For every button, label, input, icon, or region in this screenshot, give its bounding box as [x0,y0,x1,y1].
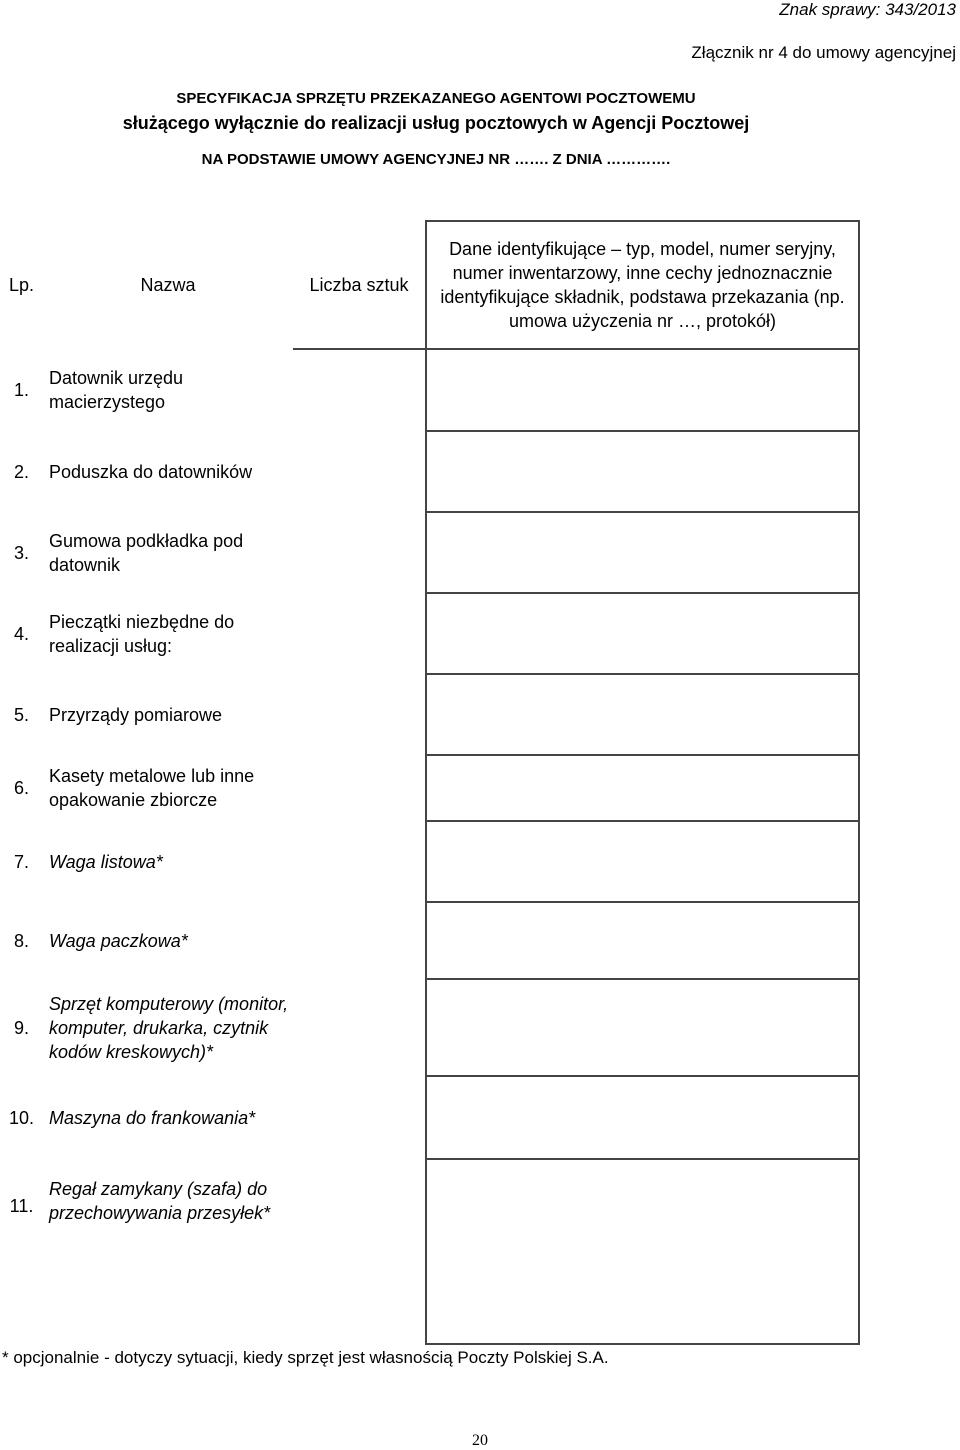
table-row [0,1076,859,1159]
row-name: Regał zamykany (szafa) do przechowywania przesyłek* [49,1179,271,1223]
row-lp: 8. [13,930,29,951]
row-qty [293,979,426,1076]
row-name: Kasety metalowe lub inne opakowanie zbiorcze [49,766,255,810]
row-name: Gumowa podkładka pod datownik [49,530,244,575]
row-name: Datownik urzędu macierzystego [49,368,184,412]
row-qty [293,1159,426,1344]
row-qty [293,1076,426,1159]
page-number: 20 [472,1432,488,1449]
row-qty [293,512,426,593]
row-name: Poduszka do datowników [49,461,253,482]
row-name: Pieczątki niezbędne do realizacji usług: [49,611,235,656]
row-data [426,755,859,821]
row-qty [293,349,426,431]
footnote: * opcjonalnie - dotyczy sytuacji, kiedy sprzęt jest własnością Poczty Polskiej S.A. [2,1348,609,1367]
row-lp: 9. [13,1017,29,1038]
row-lp: 11. [9,1196,34,1216]
table-row [0,979,859,1076]
case-number: Znak sprawy: 343/2013 [779,0,956,19]
header-qty: Liczba sztuk [293,221,426,349]
table-row [0,755,859,821]
table-row [0,1159,859,1344]
row-data [426,1076,859,1159]
row-lp: 3. [13,542,29,563]
row-qty [293,593,426,674]
row-name: Przyrządy pomiarowe [49,704,223,725]
table-row [0,674,859,755]
row-lp: 4. [13,623,29,644]
row-qty [293,431,426,512]
table-row [0,821,859,902]
row-data [426,902,859,979]
row-lp: 1. [13,380,29,400]
document-title-line1: SPECYFIKACJA SPRZĘTU PRZEKAZANEGO AGENTOWI POCZTOWEMU [176,90,696,107]
row-qty [293,821,426,902]
row-name: Maszyna do frankowania* [49,1107,256,1128]
equipment-spec-table [0,220,860,1345]
row-data [426,821,859,902]
header-name: Nazwa [140,275,196,295]
document-title-line3: NA PODSTAWIE UMOWY AGENCYJNEJ NR ……. Z DNIA …………. [201,151,671,168]
row-qty [293,755,426,821]
row-lp: 10. [8,1107,35,1128]
table-header-row [0,221,859,349]
row-data [426,593,859,674]
row-name: Waga listowa* [49,851,163,872]
row-lp: 7. [13,851,29,872]
row-lp: 6. [13,778,29,798]
row-data [426,979,859,1076]
table-row [0,512,859,593]
row-name: Waga paczkowa* [49,930,188,951]
row-data [426,431,859,512]
row-name: Sprzęt komputerowy (monitor, komputer, drukarka, czytnik kodów kreskowych)* [49,993,289,1062]
table-row [0,593,859,674]
row-qty [293,902,426,979]
table-row [0,349,859,431]
header-data: Dane identyfikujące – typ, model, numer seryjny, numer inwentarzowy, inne cechy jednoznacznie identyfikujące składnik, podstawa przekazania (np. umowa użyczenia nr …, protokół) [426,221,859,349]
row-data [426,349,859,431]
row-lp: 2. [13,461,29,482]
row-data [426,512,859,593]
table-row [0,902,859,979]
annex-label: Złącznik nr 4 do umowy agencyjnej [691,43,956,62]
row-data [426,1159,859,1344]
row-lp: 5. [13,704,29,725]
table-row [0,431,859,512]
row-data [426,674,859,755]
header-lp: Lp. [8,275,35,295]
document-title-line2: służącego wyłącznie do realizacji usług pocztowych w Agencji Pocztowej [122,113,750,133]
row-qty [293,674,426,755]
